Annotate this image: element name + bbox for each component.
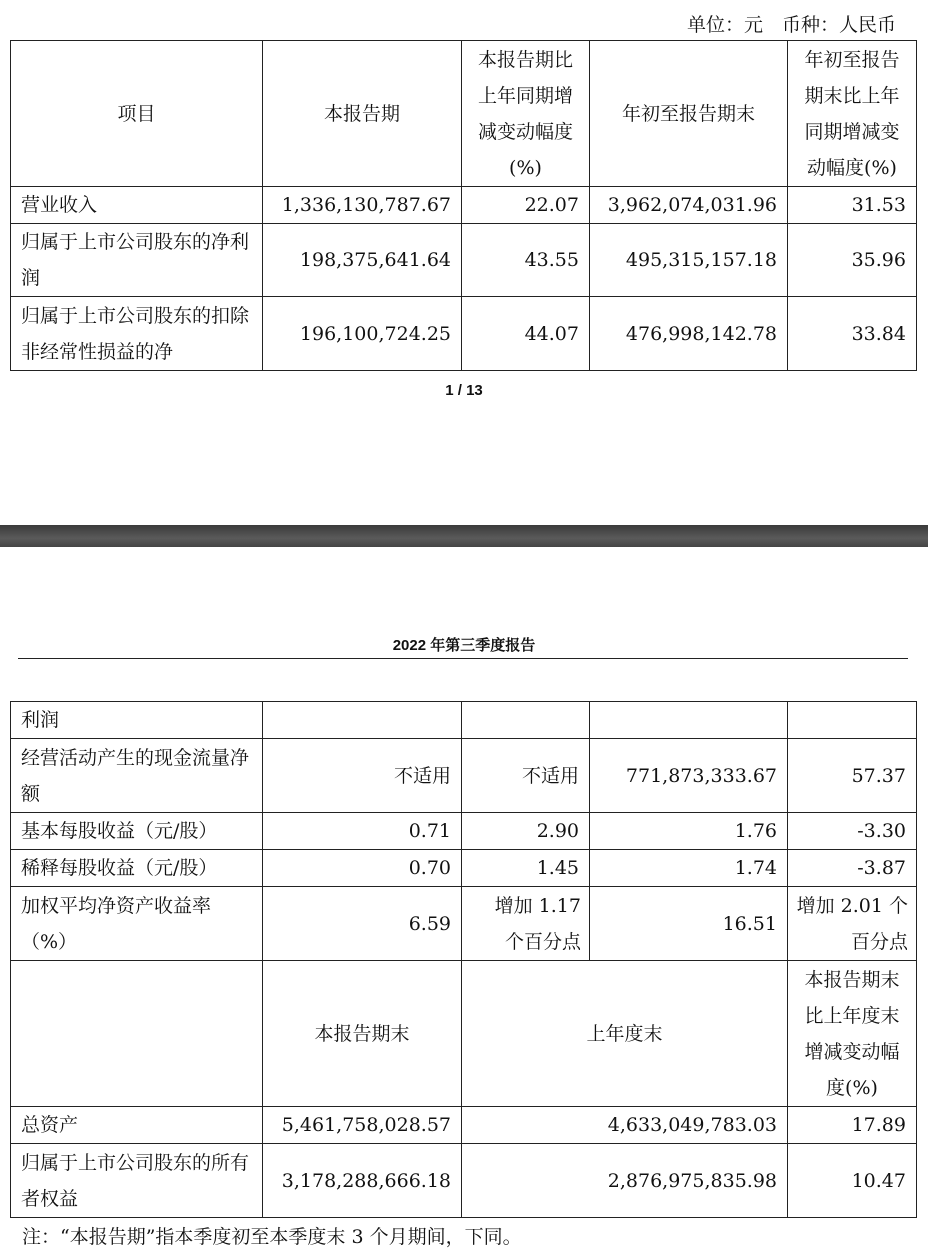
header-blank-cell [11,961,263,1107]
cell-ytd-change [788,702,917,739]
row-label: 利润 [11,702,263,739]
table-row [11,887,917,961]
cell-ytd: 495,315,157.18 [590,224,788,297]
cell-ytd-change: -3.30 [788,813,917,850]
cell-current-change: 44.07 [462,297,590,371]
table-header-row [11,41,917,187]
cell-ytd-change: 35.96 [788,224,917,297]
row-label [11,297,263,371]
header-prior-year-end: 上年度末 [462,961,788,1107]
cell-ytd: 476,998,142.78 [590,297,788,371]
cell-ytd-change: 57.37 [788,739,917,813]
row-label: 归属于上市公司股东的净利润 [11,224,263,297]
footnote: 注：“本报告期”指本季度初至本季度末 3 个月期间，下同。 [22,1226,522,1248]
cell-current-change: 1.45 [462,850,590,887]
cell-current-change: 不适用 [462,739,590,813]
table-row [11,224,917,297]
row-label-text: 归属于上市公司股东的扣除非经常性损益的净 [21,304,250,363]
cell-ytd [590,702,788,739]
cell-current-change: 增加 1.17 个百分点 [462,887,590,961]
cell-current: 0.71 [263,813,462,850]
cell-ytd-change: -3.87 [788,850,917,887]
cell-ytd-change: 33.84 [788,297,917,371]
cell-ytd: 16.51 [590,887,788,961]
financial-table-bottom [10,701,917,1218]
table-row [11,813,917,850]
table-row [11,187,917,224]
cell-current: 不适用 [263,739,462,813]
cell-ytd-change: 增加 2.01 个百分点 [788,887,917,961]
row-label: 稀释每股收益（元/股） [11,850,263,887]
cell-period-end: 5,461,758,028.57 [263,1107,462,1144]
cell-current [263,702,462,739]
page-number: 1 / 13 [445,382,483,399]
row-label: 加权平均净资产收益率（%） [11,887,263,961]
cell-prior-year-end: 4,633,049,783.03 [462,1107,788,1144]
cell-ytd-change: 31.53 [788,187,917,224]
cell-current-change [462,702,590,739]
unit-currency-label: 单位：元 币种：人民币 [686,14,896,36]
cell-period-end: 3,178,288,666.18 [263,1144,462,1218]
header-current-change: 本报告期比上年同期增减变动幅度(%) [462,41,590,187]
cell-ytd: 771,873,333.67 [590,739,788,813]
header-period-end: 本报告期末 [263,961,462,1107]
cell-current: 1,336,130,787.67 [263,187,462,224]
cell-balance-change: 17.89 [788,1107,917,1144]
table-row [11,850,917,887]
header-balance-change: 本报告期末比上年度末增减变动幅度(%) [788,961,917,1107]
cell-ytd: 3,962,074,031.96 [590,187,788,224]
header-item: 项目 [11,41,263,187]
cell-prior-year-end: 2,876,975,835.98 [462,1144,788,1218]
header-ytd-change: 年初至报告期末比上年同期增减变动幅度(%) [788,41,917,187]
cell-current-change: 2.90 [462,813,590,850]
header-rule [18,658,908,659]
report-title: 2022 年第三季度报告 [392,637,536,654]
cell-current: 0.70 [263,850,462,887]
cell-ytd: 1.76 [590,813,788,850]
cell-current: 198,375,641.64 [263,224,462,297]
table-row [11,1107,917,1144]
header-ytd: 年初至报告期末 [590,41,788,187]
cell-ytd: 1.74 [590,850,788,887]
row-label: 经营活动产生的现金流量净额 [11,739,263,813]
financial-table-top [10,40,917,371]
page-divider [0,525,928,547]
cell-current-change: 43.55 [462,224,590,297]
header-current-period: 本报告期 [263,41,462,187]
table-row [11,1144,917,1218]
cell-current: 6.59 [263,887,462,961]
table-row [11,297,917,371]
row-label: 营业收入 [11,187,263,224]
row-label: 总资产 [11,1107,263,1144]
row-label: 基本每股收益（元/股） [11,813,263,850]
balance-header-row [11,961,917,1107]
cell-balance-change: 10.47 [788,1144,917,1218]
table-row [11,739,917,813]
cell-current-change: 22.07 [462,187,590,224]
cell-current: 196,100,724.25 [263,297,462,371]
row-label: 归属于上市公司股东的所有者权益 [11,1144,263,1218]
table-row [11,702,917,739]
